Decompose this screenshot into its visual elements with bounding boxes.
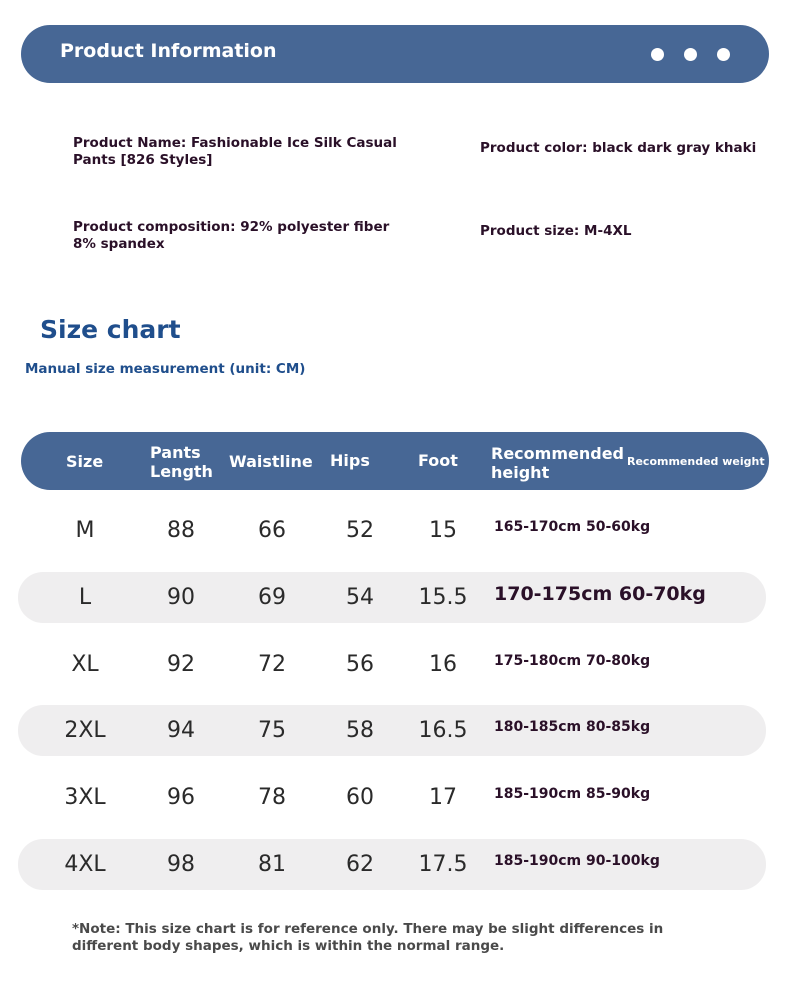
cell-size: L <box>78 585 92 610</box>
cell-recommended: 165-170cm 50-60kg <box>494 519 651 535</box>
product-size: Product size: M-4XL <box>480 223 632 239</box>
cell-waistline: 66 <box>258 518 286 543</box>
size-table-header <box>21 432 769 490</box>
dot-icon <box>684 48 697 61</box>
dots-decoration <box>651 48 730 61</box>
cell-foot: 16 <box>429 652 457 677</box>
header-title: Product Information <box>60 40 277 62</box>
header-rec-height-line2: height <box>491 463 550 482</box>
cell-hips: 54 <box>346 585 374 610</box>
header-foot: Foot <box>418 451 458 470</box>
cell-waistline: 69 <box>258 585 286 610</box>
cell-waistline: 72 <box>258 652 286 677</box>
cell-pants-length: 98 <box>167 852 195 877</box>
header-pants-length-line2: Length <box>150 462 213 481</box>
header-rec-height-line1: Recommended <box>491 444 624 463</box>
header-recommended-weight: Recommended weight <box>627 455 765 468</box>
cell-foot: 16.5 <box>418 718 468 743</box>
cell-recommended: 170-175cm 60-70kg <box>494 583 706 605</box>
cell-hips: 62 <box>346 852 374 877</box>
size-note: *Note: This size chart is for reference only. There may be slight differences in different body shapes, which is within the normal range. <box>72 921 664 954</box>
cell-size: M <box>75 518 95 543</box>
cell-size: 2XL <box>64 718 106 743</box>
cell-pants-length: 96 <box>167 785 195 810</box>
cell-recommended: 175-180cm 70-80kg <box>494 653 651 669</box>
cell-recommended: 185-190cm 90-100kg <box>494 853 660 869</box>
cell-waistline: 81 <box>258 852 286 877</box>
cell-pants-length: 88 <box>167 518 195 543</box>
header-size: Size <box>66 452 104 471</box>
dot-icon <box>651 48 664 61</box>
cell-hips: 52 <box>346 518 374 543</box>
header-pants-length-line1: Pants <box>150 443 201 462</box>
cell-pants-length: 90 <box>167 585 195 610</box>
size-chart-title: Size chart <box>40 315 181 344</box>
cell-foot: 15.5 <box>418 585 468 610</box>
cell-hips: 56 <box>346 652 374 677</box>
cell-recommended: 185-190cm 85-90kg <box>494 786 651 802</box>
cell-pants-length: 92 <box>167 652 195 677</box>
header-hips: Hips <box>330 451 370 470</box>
cell-size: XL <box>71 652 99 677</box>
header-pants-length <box>150 443 213 481</box>
cell-hips: 58 <box>346 718 374 743</box>
cell-foot: 17.5 <box>418 852 468 877</box>
cell-waistline: 75 <box>258 718 286 743</box>
cell-waistline: 78 <box>258 785 286 810</box>
cell-foot: 15 <box>429 518 457 543</box>
product-information-header <box>21 25 769 83</box>
cell-size: 3XL <box>64 785 106 810</box>
header-waistline: Waistline <box>229 452 313 471</box>
size-chart-subtitle: Manual size measurement (unit: CM) <box>25 361 306 377</box>
dot-icon <box>717 48 730 61</box>
cell-size: 4XL <box>64 852 106 877</box>
cell-recommended: 180-185cm 80-85kg <box>494 719 651 735</box>
product-color: Product color: black dark gray khaki <box>480 140 757 156</box>
cell-hips: 60 <box>346 785 374 810</box>
product-name: Product Name: Fashionable Ice Silk Casual Pants [826 Styles] <box>73 135 397 168</box>
header-recommended-height <box>491 444 624 482</box>
cell-foot: 17 <box>429 785 457 810</box>
cell-pants-length: 94 <box>167 718 195 743</box>
product-composition: Product composition: 92% polyester fiber 8% spandex <box>73 219 390 252</box>
